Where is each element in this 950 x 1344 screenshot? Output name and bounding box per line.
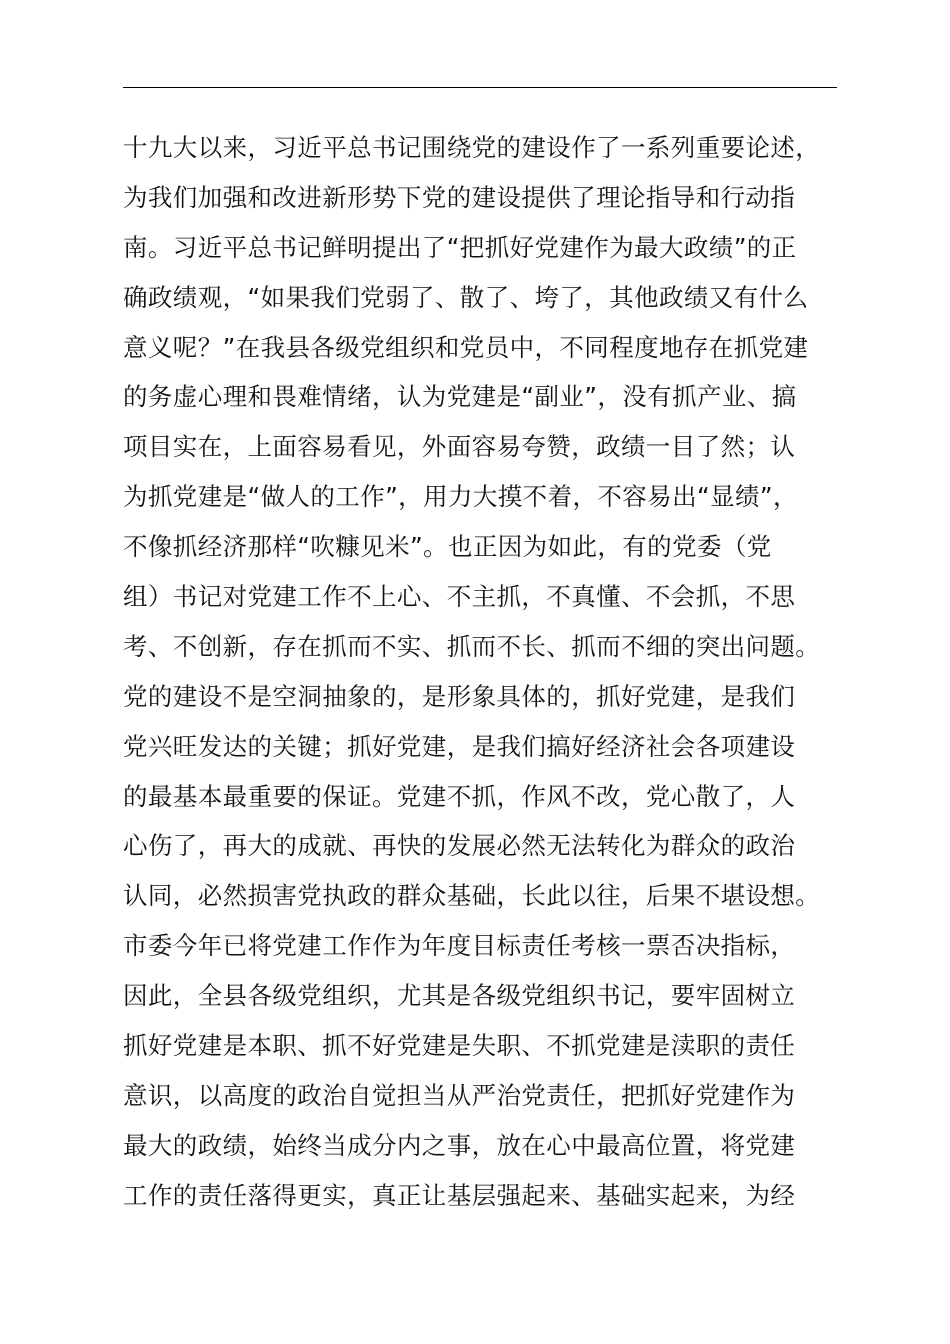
- text-line: 十九大以来，习近平总书记围绕党的建设作了一系列重要论述，: [123, 133, 821, 162]
- text-line: 最大的政绩，始终当成分内之事，放在心中最高位置，将党建: [123, 1130, 796, 1160]
- body-text: [123, 128, 863, 1226]
- text-line: 党的建设不是空洞抽象的，是形象具体的，抓好党建，是我们: [123, 681, 796, 711]
- text-line: 考、不创新，存在抓而不实、抓而不长、抓而不细的突出问题。: [123, 631, 821, 661]
- text-line: 抓好党建是本职、抓不好党建是失职、不抓党建是渎职的责任: [123, 1031, 796, 1061]
- header-rule: [123, 87, 837, 88]
- text-line: 的最基本最重要的保证。党建不抓，作风不改，党心散了，人: [123, 781, 796, 811]
- text-line: 的务虚心理和畏难情绪，认为党建是“副业”，没有抓产业、搞: [123, 382, 797, 412]
- text-line: 不像抓经济那样“吹糠见米”。也正因为如此，有的党委（党: [123, 532, 772, 562]
- text-line: 南。习近平总书记鲜明提出了“把抓好党建作为最大政绩”的正: [123, 232, 797, 262]
- text-line: 党兴旺发达的关键；抓好党建，是我们搞好经济社会各项建设: [123, 731, 796, 761]
- text-line: 工作的责任落得更实，真正让基层强起来、基础实起来，为经: [123, 1180, 796, 1210]
- text-line: 市委今年已将党建工作作为年度目标责任考核一票否决指标，: [123, 931, 796, 961]
- text-line: 心伤了，再大的成就、再快的发展必然无法转化为群众的政治: [123, 831, 796, 861]
- text-line: 意识，以高度的政治自觉担当从严治党责任，把抓好党建作为: [123, 1080, 796, 1110]
- text-line: 认同，必然损害党执政的群众基础，长此以往，后果不堪设想。: [123, 881, 821, 911]
- text-line: 项目实在，上面容易看见，外面容易夸赞，政绩一目了然；认: [123, 432, 796, 462]
- text-line: 确政绩观，“如果我们党弱了、散了、垮了，其他政绩又有什么: [123, 282, 809, 312]
- text-line: 为我们加强和改进新形势下党的建设提供了理论指导和行动指: [123, 182, 796, 212]
- text-line: 组）书记对党建工作不上心、不主抓，不真懂、不会抓，不思: [123, 582, 796, 612]
- text-line: 为抓党建是“做人的工作”，用力大摸不着，不容易出“显绩”，: [123, 482, 798, 512]
- text-line: 意义呢？”在我县各级党组织和党员中，不同程度地存在抓党建: [123, 332, 809, 362]
- text-line: 因此，全县各级党组织，尤其是各级党组织书记，要牢固树立: [123, 981, 796, 1011]
